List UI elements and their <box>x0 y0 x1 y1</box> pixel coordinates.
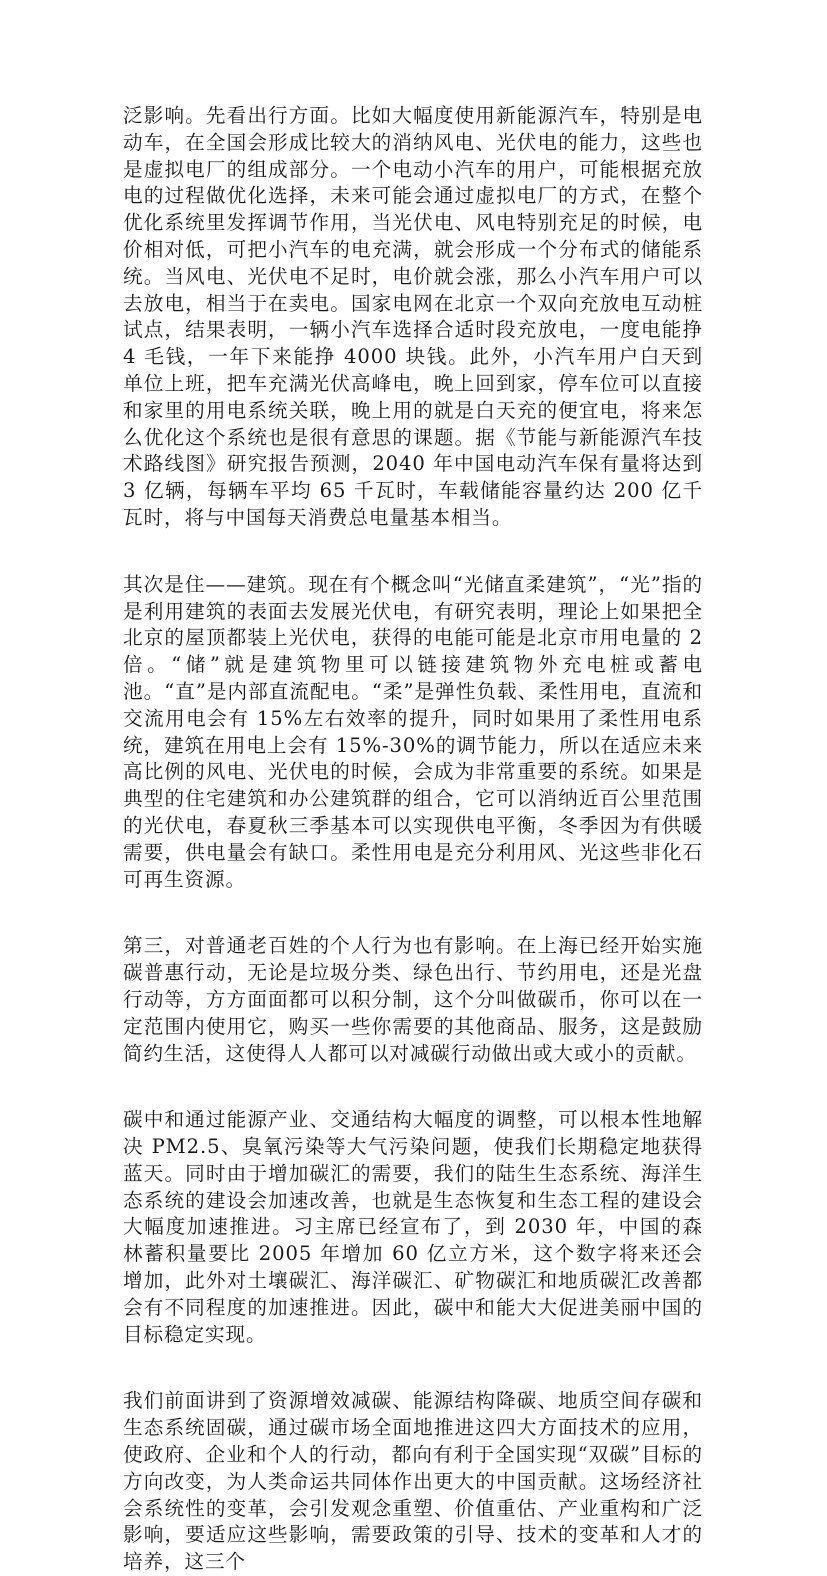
paragraph-environment: 碳中和通过能源产业、交通结构大幅度的调整，可以根本性地解决 PM2.5、臭氧污染等大气污染问题，使我们长期稳定地获得蓝天。同时由于增加碳汇的需要，我们的陆生生态系统、海洋生态系统的建设会加速改善，也就是生态恢复和生态工程的建设会大幅度加速推进。习主席已经宣布了，到 2030 年，中国的森林蓄积量要比 2005 年增加 60 亿立方米，这个数字将来还会增加，此外对土壤碳汇、海洋碳汇、矿物碳汇和地质碳汇改善都会有不同程度的加速推进。因此，碳中和能大大促进美丽中国的目标稳定实现。 <box>123 1108 703 1346</box>
paragraph-spacer <box>123 893 703 933</box>
paragraph-spacer <box>123 532 703 572</box>
paragraph-summary: 我们前面讲到了资源增效减碳、能源结构降碳、地质空间存碳和生态系统固碳，通过碳市场全面地推进这四大方面技术的应用，使政府、企业和个人的行动，都向有利于全国实现“双碳”目标的方向改变，为人类命运共同体作出更大的中国贡献。这场经济社会系统性的变革，会引发观念重塑、价值重估、产业重构和广泛影响，要适应这些影响，需要政策的引导、技术的变革和人才的培养，这三个 <box>123 1389 703 1574</box>
paragraph-spacer <box>123 1348 703 1388</box>
document-page <box>123 103 703 1576</box>
paragraph-transport: 泛影响。先看出行方面。比如大幅度使用新能源汽车，特别是电动车，在全国会形成比较大的消纳风电、光伏电的能力，这些也是虚拟电厂的组成部分。一个电动小汽车的用户，可能根据充放电的过程做优化选择，未来可能会通过虚拟电厂的方式，在整个优化系统里发挥调节作用，当光伏电、风电特别充足的时候，电价相对低，可把小汽车的电充满，就会形成一个分布式的储能系统。当风电、光伏电不足时，电价就会涨，那么小汽车用户可以去放电，相当于在卖电。国家电网在北京一个双向充放电互动桩试点，结果表明，一辆小汽车选择合适时段充放电，一度电能挣 4 毛钱，一年下来能挣 4000 块钱。此外，小汽车用户白天到单位上班，把车充满光伏高峰电，晚上回到家，停车位可以直接和家里的用电系统关联，晚上用的就是白天充的便宜电，将来怎么优化这个系统也是很有意思的课题。据《节能与新能源汽车技术路线图》研究报告预测，2040 年中国电动汽车保有量将达到 3 亿辆，每辆车平均 65 千瓦时，车载储能容量约达 200 亿千瓦时，将与中国每天消费总电量基本相当。 <box>123 104 703 529</box>
paragraph-spacer <box>123 1067 703 1107</box>
paragraph-individual: 第三，对普通老百姓的个人行为也有影响。在上海已经开始实施碳普惠行动，无论是垃圾分类、绿色出行、节约用电，还是光盘行动等，方方面面都可以积分制，这个分叫做碳币，你可以在一定范围内使用它，购买一些你需要的其他商品、服务，这是鼓励简约生活，这使得人人都可以对减碳行动做出或大或小的贡献。 <box>123 934 703 1065</box>
paragraph-building: 其次是住——建筑。现在有个概念叫“光储直柔建筑”，“光”指的是利用建筑的表面去发展光伏电，有研究表明，理论上如果把全北京的屋顶都装上光伏电，获得的电能可能是北京市用电量的 2 倍。“储”就是建筑物里可以链接建筑物外充电桩或蓄电池。“直”是内部直流配电。“柔”是弹性负载、柔性用电，直流和交流用电会有 15%左右效率的提升，同时如果用了柔性用电系统，建筑在用电上会有 15%-30%的调节能力，所以在适应未来高比例的风电、光伏电的时候，会成为非常重要的系统。如果是典型的住宅建筑和办公建筑群的组合，它可以消纳近百公里范围的光伏电，春夏秋三季基本可以实现供电平衡，冬季因为有供暖需要，供电量会有缺口。柔性用电是充分利用风、光这些非化石可再生资源。 <box>123 572 703 891</box>
